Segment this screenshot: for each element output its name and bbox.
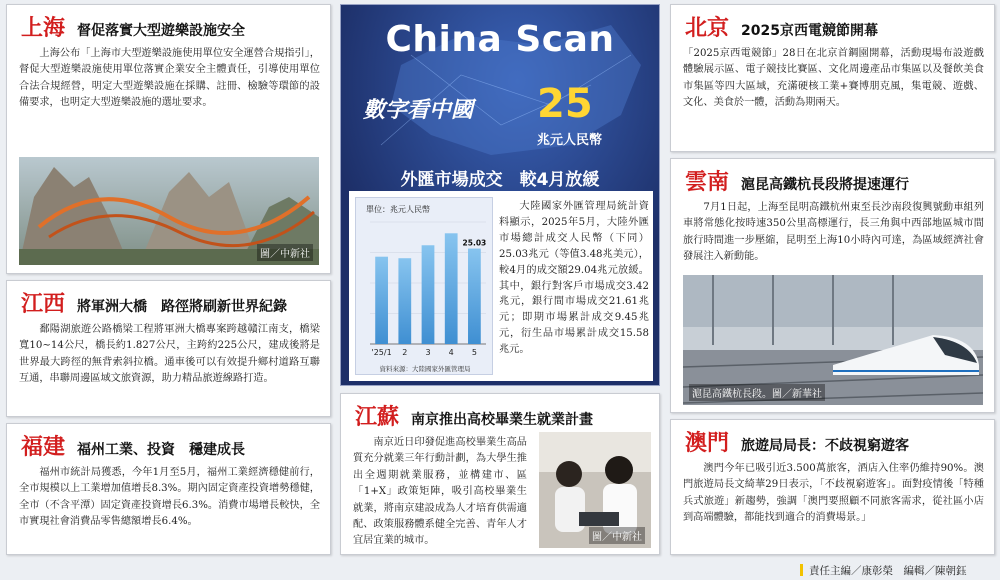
article-body: 上海公布「上海市大型遊樂設施使用單位安全運營合規指引」，督促大型遊樂設施使用單位落實企業安全主體責任，引導使用單位合法合規經營，明定大型遊樂設施在採購、註冊、檢驗等環節的設備要求，也明定大型遊樂設施的選址要求。 <box>19 48 320 109</box>
footer-credits: 責任主編／康彰榮 編輯／陳朝鈺 <box>809 565 967 577</box>
amusement-park-photo <box>19 157 319 265</box>
chart-tick-label: 5 <box>471 348 477 357</box>
chart-bar <box>445 233 458 344</box>
china-scan-content <box>349 191 653 381</box>
article-city: 江西 <box>21 291 66 317</box>
chart-title: 單位：兆元人民幣 <box>366 205 430 214</box>
article-jiangxi <box>6 280 331 417</box>
article-fujian <box>6 423 331 555</box>
footer-accent-bar <box>800 564 803 576</box>
article-headline: 2025京西電競節開幕 <box>741 23 878 39</box>
chart-tick-label: 3 <box>425 348 431 357</box>
page-footer <box>800 563 967 578</box>
article-city: 福建 <box>21 434 66 460</box>
article-body: 「2025京西電競節」28日在北京首鋼園開幕，活動現場布設遊戲體驗展示區、電子競技比賽區、文化周邊產品市集區以及餐飲美食市集區等四大區域，充滿硬核工業+賽博朋克風，集電競、遊戲、文化、美食於一體，活動為期兩天。 <box>683 48 984 109</box>
article-body: 南京近日印發促進高校畢業生高品質充分就業三年行動計劃，為大學生推出全週期就業服務，並構建市、區「1+X」政策矩陣，吸引高校畢業生就業，將南京建設成為人才培育供需適配、政策服務體系健全完善、青年人才宜居宜業的城市。 <box>353 437 527 547</box>
chart-tick-label: '25/1 <box>371 348 392 357</box>
chart-tick-label: 4 <box>448 348 454 357</box>
article-headline: 南京推出高校畢業生就業計畫 <box>411 412 594 428</box>
china-scan-headline: 外匯市場成交 較4月放緩 <box>400 170 600 190</box>
article-headline: 福州工業、投資 穩建成長 <box>77 442 246 458</box>
article-jiangsu <box>340 393 660 555</box>
article-headline: 將軍洲大橋 路徑將刷新世界紀錄 <box>77 299 288 315</box>
chart-bar <box>375 257 388 344</box>
article-headline: 督促落實大型遊樂設施安全 <box>77 23 246 39</box>
china-scan-panel <box>340 4 660 386</box>
article-body: 7月1日起，上海至昆明高鐵杭州東至長沙南段復興號動車組列車將常態化按時速350公里高標運行，長三角與中西部地區城市間旅行時間進一步壓縮，昆明至上海10小時內可達，為區域經濟社會發展注入新動能。 <box>683 202 984 263</box>
photo-credit: 圖／中新社 <box>257 244 313 261</box>
big-number: 25 <box>537 81 593 127</box>
article-body: 澳門今年已吸引近3.500萬旅客，酒店入住率仍維持90%。澳門旅遊局長文綺華29日表示，「不歧視窮遊客」。面對疫情後「特種兵式旅遊」新趨勢，強調「澳門要照顧不同旅客需求，從社區小店到高端體驗，都能找到適合的消費場景。」 <box>683 463 984 524</box>
chart-data-label: 25.03 <box>462 238 487 248</box>
china-scan-tagline: 數字看中國 <box>363 98 474 123</box>
big-number-unit: 兆元人民幣 <box>537 133 603 148</box>
forex-chart <box>355 197 493 375</box>
article-body: 福州市統計局獲悉，今年1月至5月，福州工業經濟穩健前行，全市規模以上工業增加值增長8.3%。期內固定資產投資增勢穩健，全市（不含平潭）固定資產投資增長6.3%。消費市場增長較快，全市實現社會消費品零售總額增長6.4%。 <box>19 467 320 528</box>
graduates-photo <box>539 432 651 548</box>
article-yunnan <box>670 158 995 413</box>
train-photo <box>683 275 983 405</box>
article-body: 鄱陽湖旅遊公路橋梁工程將軍洲大橋專案跨越贛江南支，橋梁寬10∼14公尺，橋長約1.827公尺，主跨約225公尺，建成後將是世界最大跨徑的無背索斜拉橋。通車後可以有效提升鄉村道路互聯互通，串聯周邊區域文旅資源，助力精品旅遊線路打造。 <box>19 324 320 385</box>
article-headline: 滬昆高鐵杭長段將提速運行 <box>741 177 910 193</box>
article-city: 江蘇 <box>355 404 400 430</box>
chart-bar <box>398 258 411 344</box>
forex-chart-svg <box>356 198 494 376</box>
article-shanghai <box>6 4 331 274</box>
article-city: 北京 <box>685 15 730 41</box>
photo-credit: 滬昆高鐵杭長段。圖／新華社 <box>689 384 825 401</box>
chart-bar <box>422 245 435 344</box>
article-city: 雲南 <box>685 169 730 195</box>
chart-tick-label: 2 <box>402 348 408 357</box>
article-city: 澳門 <box>685 430 730 456</box>
article-city: 上海 <box>21 15 66 41</box>
photo-credit: 圖／中新社 <box>589 527 645 544</box>
chart-bar <box>468 249 481 344</box>
article-macau <box>670 419 995 555</box>
chart-source: 資料來源：大陸國家外匯管理局 <box>379 365 471 373</box>
article-beijing <box>670 4 995 152</box>
article-headline: 旅遊局局長：不歧視窮遊客 <box>741 438 910 454</box>
china-scan-body: 大陸國家外匯管理局統計資料顯示，2025年5月，大陸外匯市場總計成交人民幣（下同）25.03兆元（等值3.48兆美元），較4月的成交額29.04兆元放緩。其中，銀行對客戶市場成交3.42兆元，銀行間市場成交21.61兆元；即期市場累計成交9.45兆元，衍生品市場累計成交15.58兆元。 <box>499 201 649 356</box>
china-scan-title: China Scan <box>385 19 615 60</box>
